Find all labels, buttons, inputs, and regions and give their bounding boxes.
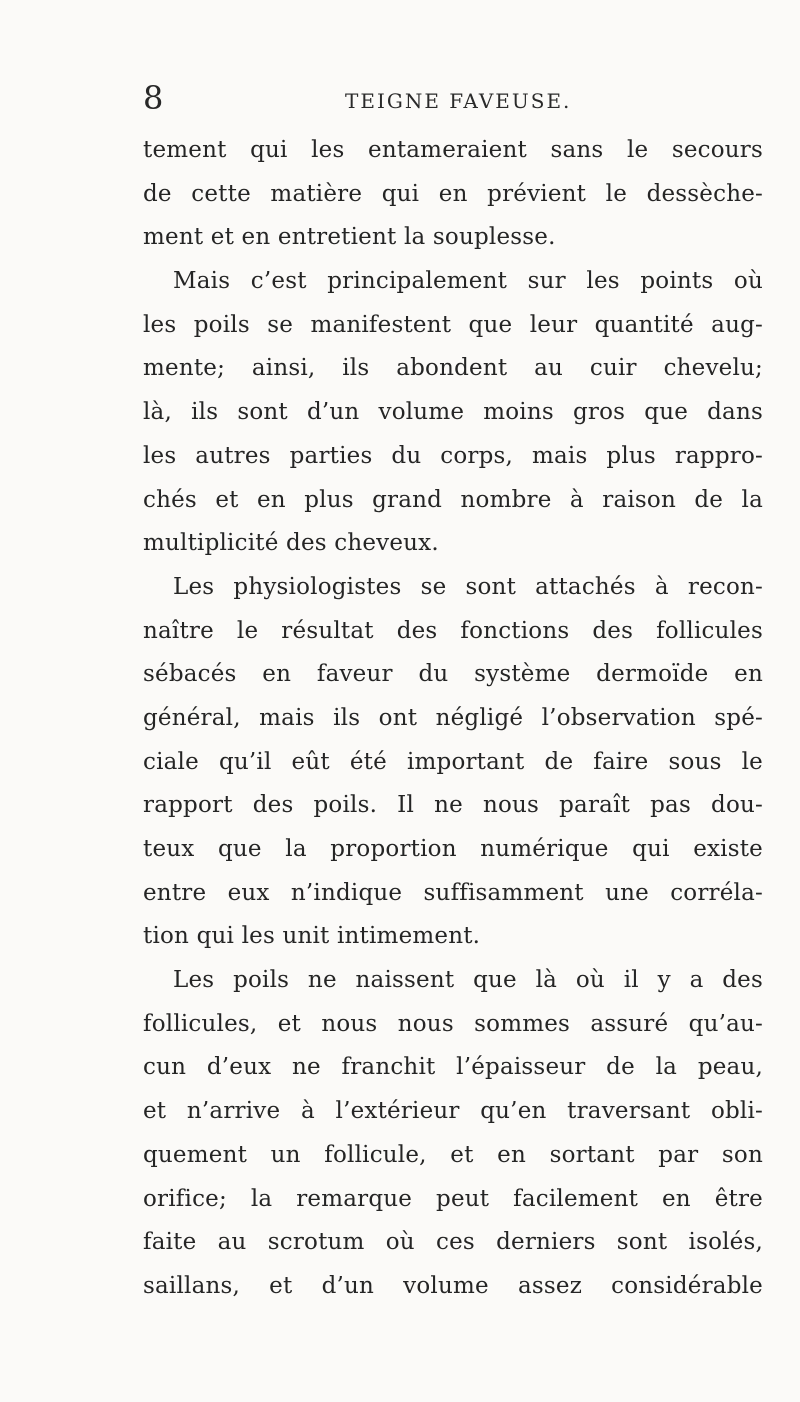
text-line: général, mais ils ont négligé l’observation spé-: [143, 704, 763, 731]
text-line: faite au scrotum où ces derniers sont isolés,: [143, 1229, 763, 1256]
text-line: Les poils ne naissent que là où il y a des: [173, 967, 763, 994]
text-line: chés et en plus grand nombre à raison de la: [143, 486, 763, 513]
text-line: de cette matière qui en prévient le dessèche-: [143, 180, 763, 207]
text-line: Mais c’est principalement sur les points où: [173, 268, 763, 295]
text-line: ment et en entretient la souplesse.: [143, 224, 556, 251]
text-line: sébacés en faveur du système dermoïde en: [143, 661, 763, 688]
text-line: saillans, et d’un volume assez considérable: [143, 1272, 763, 1299]
text-line: Les physiologistes se sont attachés à recon-: [173, 573, 763, 600]
text-line: orifice; la remarque peut facilement en être: [143, 1185, 763, 1212]
text-line: follicules, et nous nous sommes assuré qu’au-: [143, 1010, 763, 1037]
text-line: cun d’eux ne franchit l’épaisseur de la peau,: [143, 1054, 763, 1081]
text-line: mente; ainsi, ils abondent au cuir chevelu;: [143, 355, 763, 382]
text-line: là, ils sont d’un volume moins gros que dans: [143, 399, 763, 426]
text-line: les poils se manifestent que leur quantité aug-: [143, 311, 763, 338]
page-number: 8: [143, 79, 164, 117]
body-text: [143, 129, 763, 1309]
text-line: teux que la proportion numérique qui existe: [143, 836, 763, 862]
text-line: tion qui les unit intimement.: [143, 923, 481, 950]
text-line: multiplicité des cheveux.: [143, 530, 439, 557]
text-line: quement un follicule, et en sortant par son: [143, 1141, 763, 1168]
text-line: les autres parties du corps, mais plus rappro-: [143, 442, 763, 469]
text-line: et n’arrive à l’extérieur qu’en traversant obli-: [143, 1098, 763, 1125]
text-line: rapport des poils. Il ne nous paraît pas dou-: [143, 792, 763, 819]
text-line: entre eux n’indique suffisamment une corréla-: [143, 879, 763, 906]
text-line: tement qui les entameraient sans le secours: [143, 137, 763, 163]
running-head: TEIGNE FAVEUSE.: [345, 89, 572, 113]
text-line: ciale qu’il eût été important de faire sous le: [143, 748, 763, 775]
text-line: naître le résultat des fonctions des follicules: [143, 617, 763, 644]
